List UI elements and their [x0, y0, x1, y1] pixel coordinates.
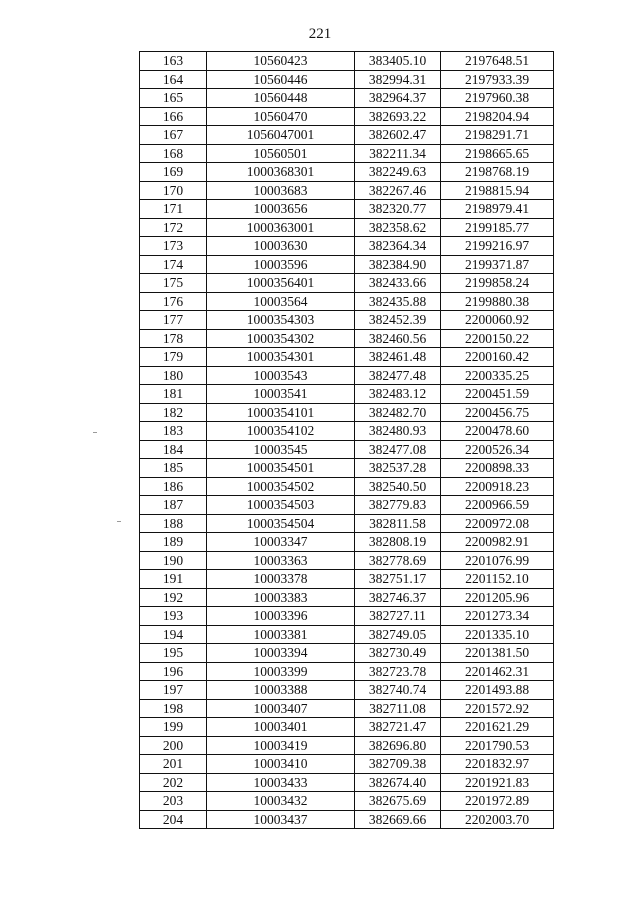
- table-row: [140, 89, 554, 108]
- table-row: [140, 403, 554, 422]
- y-coordinate-cell: 2199858.24: [441, 274, 554, 293]
- table-row: [140, 810, 554, 829]
- y-coordinate-cell: 2201572.92: [441, 699, 554, 718]
- point-id-cell: 10003394: [207, 644, 355, 663]
- point-id-cell: 10003383: [207, 588, 355, 607]
- x-coordinate-cell: 382452.39: [355, 311, 441, 330]
- point-id-cell: 1000356401: [207, 274, 355, 293]
- table-row: [140, 607, 554, 626]
- table-row: [140, 718, 554, 737]
- x-coordinate-cell: 382675.69: [355, 792, 441, 811]
- point-number-cell: 187: [140, 496, 207, 515]
- x-coordinate-cell: 382746.37: [355, 588, 441, 607]
- y-coordinate-cell: 2197933.39: [441, 70, 554, 89]
- point-id-cell: 10003630: [207, 237, 355, 256]
- table-row: [140, 237, 554, 256]
- point-id-cell: 10003432: [207, 792, 355, 811]
- point-number-cell: 201: [140, 755, 207, 774]
- point-id-cell: 10003564: [207, 292, 355, 311]
- x-coordinate-cell: 382751.17: [355, 570, 441, 589]
- point-number-cell: 196: [140, 662, 207, 681]
- point-id-cell: 1000354504: [207, 514, 355, 533]
- table-row: [140, 274, 554, 293]
- x-coordinate-cell: 382433.66: [355, 274, 441, 293]
- x-coordinate-cell: 382435.88: [355, 292, 441, 311]
- x-coordinate-cell: 382994.31: [355, 70, 441, 89]
- point-id-cell: 1000363001: [207, 218, 355, 237]
- y-coordinate-cell: 2201972.89: [441, 792, 554, 811]
- point-number-cell: 174: [140, 255, 207, 274]
- point-id-cell: 10003683: [207, 181, 355, 200]
- point-id-cell: 1000354101: [207, 403, 355, 422]
- x-coordinate-cell: 382384.90: [355, 255, 441, 274]
- table-row: [140, 70, 554, 89]
- point-id-cell: 10003596: [207, 255, 355, 274]
- x-coordinate-cell: 382711.08: [355, 699, 441, 718]
- point-id-cell: 10003401: [207, 718, 355, 737]
- x-coordinate-cell: 382693.22: [355, 107, 441, 126]
- y-coordinate-cell: 2201462.31: [441, 662, 554, 681]
- point-id-cell: 1000354102: [207, 422, 355, 441]
- table-row: [140, 218, 554, 237]
- y-coordinate-cell: 2198665.65: [441, 144, 554, 163]
- y-coordinate-cell: 2200982.91: [441, 533, 554, 552]
- x-coordinate-cell: 382721.47: [355, 718, 441, 737]
- margin-mark: [93, 432, 97, 433]
- x-coordinate-cell: 382723.78: [355, 662, 441, 681]
- table-row: [140, 736, 554, 755]
- y-coordinate-cell: 2201381.50: [441, 644, 554, 663]
- y-coordinate-cell: 2200150.22: [441, 329, 554, 348]
- point-number-cell: 183: [140, 422, 207, 441]
- table-row: [140, 533, 554, 552]
- point-id-cell: 10003407: [207, 699, 355, 718]
- y-coordinate-cell: 2201493.88: [441, 681, 554, 700]
- x-coordinate-cell: 382358.62: [355, 218, 441, 237]
- y-coordinate-cell: 2201335.10: [441, 625, 554, 644]
- point-number-cell: 170: [140, 181, 207, 200]
- point-id-cell: 1000354503: [207, 496, 355, 515]
- point-number-cell: 191: [140, 570, 207, 589]
- point-number-cell: 202: [140, 773, 207, 792]
- y-coordinate-cell: 2202003.70: [441, 810, 554, 829]
- y-coordinate-cell: 2200060.92: [441, 311, 554, 330]
- point-id-cell: 10003410: [207, 755, 355, 774]
- y-coordinate-cell: 2198768.19: [441, 163, 554, 182]
- y-coordinate-cell: 2201790.53: [441, 736, 554, 755]
- x-coordinate-cell: 382477.08: [355, 440, 441, 459]
- table-row: [140, 514, 554, 533]
- point-id-cell: 1000368301: [207, 163, 355, 182]
- y-coordinate-cell: 2201832.97: [441, 755, 554, 774]
- point-id-cell: 10003363: [207, 551, 355, 570]
- table-row: [140, 588, 554, 607]
- y-coordinate-cell: 2200966.59: [441, 496, 554, 515]
- table-row: [140, 144, 554, 163]
- point-id-cell: 10003347: [207, 533, 355, 552]
- table-row: [140, 200, 554, 219]
- table-row: [140, 440, 554, 459]
- y-coordinate-cell: 2200898.33: [441, 459, 554, 478]
- table-row: [140, 496, 554, 515]
- point-id-cell: 10560423: [207, 52, 355, 71]
- x-coordinate-cell: 382778.69: [355, 551, 441, 570]
- point-number-cell: 184: [140, 440, 207, 459]
- point-number-cell: 199: [140, 718, 207, 737]
- point-id-cell: 10003541: [207, 385, 355, 404]
- point-id-cell: 10003543: [207, 366, 355, 385]
- table-row: [140, 477, 554, 496]
- point-number-cell: 186: [140, 477, 207, 496]
- y-coordinate-cell: 2198291.71: [441, 126, 554, 145]
- y-coordinate-cell: 2197648.51: [441, 52, 554, 71]
- point-number-cell: 179: [140, 348, 207, 367]
- point-number-cell: 181: [140, 385, 207, 404]
- point-number-cell: 194: [140, 625, 207, 644]
- point-id-cell: 10560470: [207, 107, 355, 126]
- page-number: 221: [308, 26, 332, 42]
- x-coordinate-cell: 382709.38: [355, 755, 441, 774]
- point-id-cell: 10003419: [207, 736, 355, 755]
- y-coordinate-cell: 2199216.97: [441, 237, 554, 256]
- point-id-cell: 10560448: [207, 89, 355, 108]
- point-number-cell: 180: [140, 366, 207, 385]
- point-id-cell: 10003378: [207, 570, 355, 589]
- table-row: [140, 181, 554, 200]
- table-row: [140, 699, 554, 718]
- y-coordinate-cell: 2200451.59: [441, 385, 554, 404]
- point-id-cell: 10003545: [207, 440, 355, 459]
- point-number-cell: 172: [140, 218, 207, 237]
- x-coordinate-cell: 382964.37: [355, 89, 441, 108]
- table-row: [140, 551, 554, 570]
- point-number-cell: 171: [140, 200, 207, 219]
- table-row: [140, 644, 554, 663]
- x-coordinate-cell: 382811.58: [355, 514, 441, 533]
- x-coordinate-cell: 382674.40: [355, 773, 441, 792]
- point-id-cell: 10003388: [207, 681, 355, 700]
- point-id-cell: 1000354302: [207, 329, 355, 348]
- margin-mark: [117, 521, 121, 522]
- table-row: [140, 163, 554, 182]
- coordinates-table: [139, 51, 554, 829]
- point-number-cell: 198: [140, 699, 207, 718]
- point-number-cell: 204: [140, 810, 207, 829]
- y-coordinate-cell: 2200335.25: [441, 366, 554, 385]
- table-row: [140, 755, 554, 774]
- x-coordinate-cell: 382696.80: [355, 736, 441, 755]
- point-number-cell: 165: [140, 89, 207, 108]
- x-coordinate-cell: 382749.05: [355, 625, 441, 644]
- table-row: [140, 385, 554, 404]
- point-number-cell: 185: [140, 459, 207, 478]
- x-coordinate-cell: 382267.46: [355, 181, 441, 200]
- table-row: [140, 255, 554, 274]
- point-number-cell: 169: [140, 163, 207, 182]
- point-id-cell: 1000354303: [207, 311, 355, 330]
- y-coordinate-cell: 2201205.96: [441, 588, 554, 607]
- point-number-cell: 192: [140, 588, 207, 607]
- x-coordinate-cell: 382364.34: [355, 237, 441, 256]
- table-row: [140, 52, 554, 71]
- point-number-cell: 164: [140, 70, 207, 89]
- table-row: [140, 459, 554, 478]
- point-number-cell: 177: [140, 311, 207, 330]
- y-coordinate-cell: 2199185.77: [441, 218, 554, 237]
- point-number-cell: 188: [140, 514, 207, 533]
- table-row: [140, 107, 554, 126]
- point-id-cell: 10003437: [207, 810, 355, 829]
- y-coordinate-cell: 2197960.38: [441, 89, 554, 108]
- point-number-cell: 197: [140, 681, 207, 700]
- point-number-cell: 166: [140, 107, 207, 126]
- x-coordinate-cell: 382727.11: [355, 607, 441, 626]
- y-coordinate-cell: 2201152.10: [441, 570, 554, 589]
- y-coordinate-cell: 2201621.29: [441, 718, 554, 737]
- table-row: [140, 792, 554, 811]
- y-coordinate-cell: 2200918.23: [441, 477, 554, 496]
- point-number-cell: 200: [140, 736, 207, 755]
- point-number-cell: 178: [140, 329, 207, 348]
- x-coordinate-cell: 382740.74: [355, 681, 441, 700]
- point-id-cell: 10003396: [207, 607, 355, 626]
- y-coordinate-cell: 2200972.08: [441, 514, 554, 533]
- x-coordinate-cell: 382669.66: [355, 810, 441, 829]
- x-coordinate-cell: 382779.83: [355, 496, 441, 515]
- point-id-cell: 1056047001: [207, 126, 355, 145]
- point-id-cell: 10003433: [207, 773, 355, 792]
- y-coordinate-cell: 2199371.87: [441, 255, 554, 274]
- table-body: [140, 52, 554, 829]
- x-coordinate-cell: 382482.70: [355, 403, 441, 422]
- x-coordinate-cell: 382730.49: [355, 644, 441, 663]
- x-coordinate-cell: 382537.28: [355, 459, 441, 478]
- y-coordinate-cell: 2198979.41: [441, 200, 554, 219]
- table-row: [140, 329, 554, 348]
- x-coordinate-cell: 382602.47: [355, 126, 441, 145]
- table-row: [140, 348, 554, 367]
- point-id-cell: 1000354502: [207, 477, 355, 496]
- point-number-cell: 168: [140, 144, 207, 163]
- x-coordinate-cell: 382320.77: [355, 200, 441, 219]
- table-row: [140, 570, 554, 589]
- point-number-cell: 173: [140, 237, 207, 256]
- y-coordinate-cell: 2200160.42: [441, 348, 554, 367]
- x-coordinate-cell: 382540.50: [355, 477, 441, 496]
- y-coordinate-cell: 2201273.34: [441, 607, 554, 626]
- point-id-cell: 10003656: [207, 200, 355, 219]
- x-coordinate-cell: 383405.10: [355, 52, 441, 71]
- table-row: [140, 126, 554, 145]
- point-number-cell: 195: [140, 644, 207, 663]
- point-number-cell: 203: [140, 792, 207, 811]
- table-row: [140, 625, 554, 644]
- table-row: [140, 773, 554, 792]
- point-id-cell: 1000354301: [207, 348, 355, 367]
- point-number-cell: 176: [140, 292, 207, 311]
- table-row: [140, 662, 554, 681]
- x-coordinate-cell: 382483.12: [355, 385, 441, 404]
- y-coordinate-cell: 2200526.34: [441, 440, 554, 459]
- table-row: [140, 366, 554, 385]
- point-number-cell: 193: [140, 607, 207, 626]
- x-coordinate-cell: 382461.48: [355, 348, 441, 367]
- point-id-cell: 10003381: [207, 625, 355, 644]
- point-number-cell: 189: [140, 533, 207, 552]
- point-id-cell: 10560446: [207, 70, 355, 89]
- table-row: [140, 422, 554, 441]
- table-row: [140, 311, 554, 330]
- point-id-cell: 10560501: [207, 144, 355, 163]
- y-coordinate-cell: 2198204.94: [441, 107, 554, 126]
- y-coordinate-cell: 2200456.75: [441, 403, 554, 422]
- y-coordinate-cell: 2201921.83: [441, 773, 554, 792]
- point-id-cell: 10003399: [207, 662, 355, 681]
- x-coordinate-cell: 382477.48: [355, 366, 441, 385]
- point-id-cell: 1000354501: [207, 459, 355, 478]
- x-coordinate-cell: 382211.34: [355, 144, 441, 163]
- x-coordinate-cell: 382480.93: [355, 422, 441, 441]
- point-number-cell: 182: [140, 403, 207, 422]
- y-coordinate-cell: 2199880.38: [441, 292, 554, 311]
- point-number-cell: 190: [140, 551, 207, 570]
- x-coordinate-cell: 382460.56: [355, 329, 441, 348]
- x-coordinate-cell: 382808.19: [355, 533, 441, 552]
- table-row: [140, 292, 554, 311]
- point-number-cell: 175: [140, 274, 207, 293]
- point-number-cell: 167: [140, 126, 207, 145]
- y-coordinate-cell: 2200478.60: [441, 422, 554, 441]
- y-coordinate-cell: 2201076.99: [441, 551, 554, 570]
- y-coordinate-cell: 2198815.94: [441, 181, 554, 200]
- table-row: [140, 681, 554, 700]
- x-coordinate-cell: 382249.63: [355, 163, 441, 182]
- point-number-cell: 163: [140, 52, 207, 71]
